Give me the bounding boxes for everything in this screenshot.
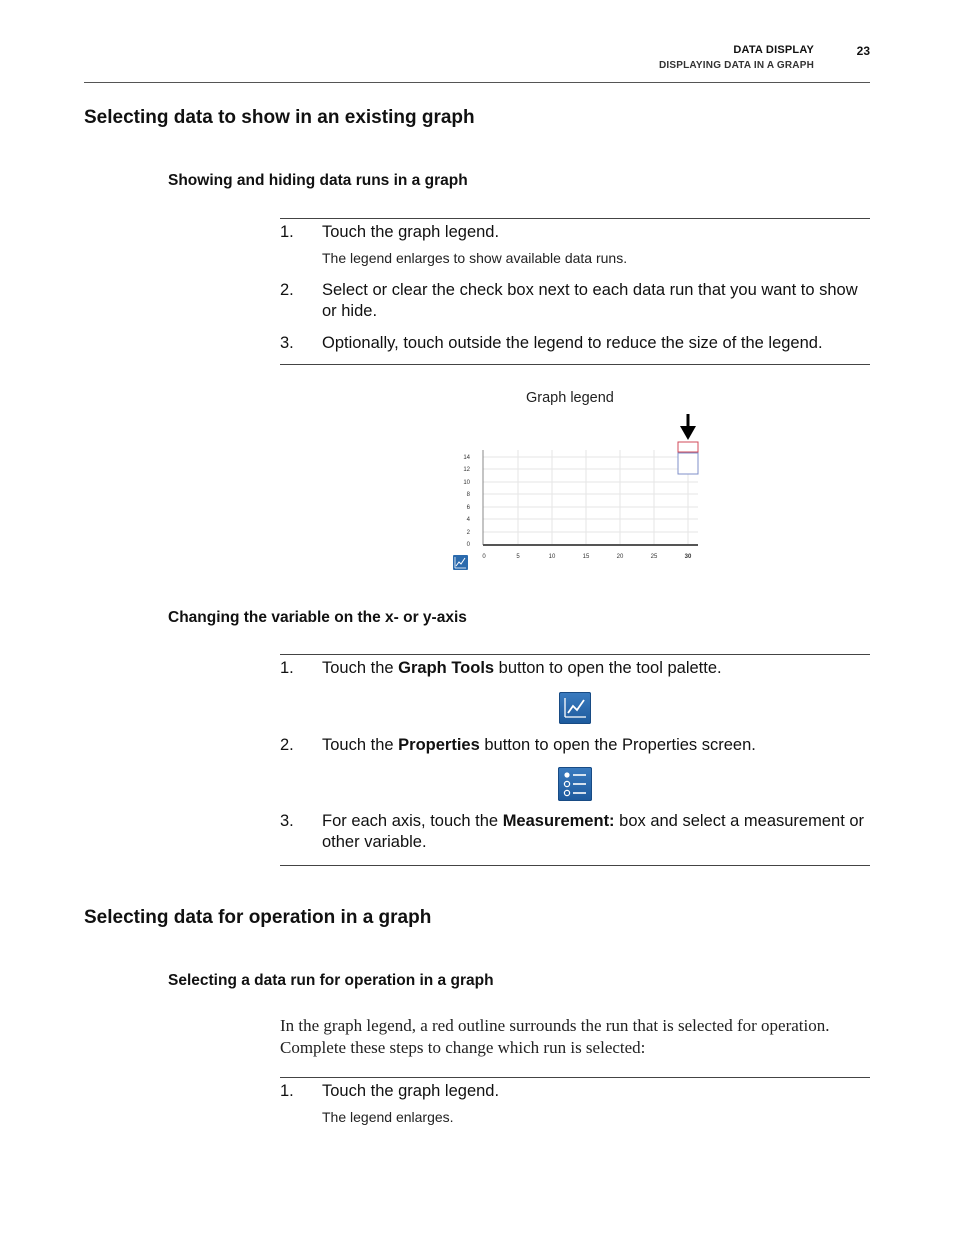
step-number: 3. [280,812,294,830]
step-text [322,811,870,853]
subheading-change-variable: Changing the variable on the x- or y-axis [168,609,467,626]
step-text: Select or clear the check box next to each data run that you want to show or hide. [322,281,858,320]
step-number: 1. [280,223,294,241]
step-text-pre: For each axis, touch the [322,812,503,830]
y-tick-label: 6 [466,505,470,511]
y-tick-label: 14 [463,455,470,461]
step-text-bold: Graph Tools [398,659,495,677]
x-tick-label: 10 [548,554,556,560]
step-3-touch-outside [280,333,870,354]
step-text [322,735,870,756]
step-text-post: box and select a measurement or other variable. [322,812,865,851]
header-rule [84,82,870,83]
step-number: 2. [280,736,294,754]
steps-top-rule [280,1077,870,1078]
step-number: 2. [280,281,294,299]
step-2-select-checkbox [280,280,870,322]
x-tick-label: 25 [650,554,658,560]
step-number: 1. [280,659,294,677]
y-tick-label: 8 [466,492,470,498]
step-text-bold: Properties [398,736,480,754]
running-header-section: DATA DISPLAY [733,44,814,56]
steps-top-rule [280,654,870,655]
graph-grid [483,450,698,545]
step-number: 3. [280,334,294,352]
x-tick-label: 5 [516,554,520,560]
step-2-properties [280,735,870,756]
section-heading-operation: Selecting data for operation in a graph [84,907,432,928]
y-tick-label: 10 [463,480,470,486]
figure-caption: Graph legend [526,390,614,406]
step-text: Optionally, touch outside the legend to reduce the size of the legend. [322,334,823,352]
graph-figure [448,410,704,576]
subheading-show-hide-runs: Showing and hiding data runs in a graph [168,172,468,189]
y-tick-label: 12 [463,467,470,473]
running-header-subsection: DISPLAYING DATA IN A GRAPH [658,60,814,71]
step-text-bold: Measurement: [502,812,615,830]
step-text: Touch the graph legend. [322,1082,500,1100]
steps-bottom-rule [280,364,870,365]
step-text-pre: Touch the [322,736,399,754]
step-text-pre: Touch the [322,659,399,677]
step-1-touch-legend [280,222,870,243]
step-number: 1. [280,1082,294,1100]
step-3-measurement [280,811,870,853]
step-1-touch-legend-operation [280,1081,870,1102]
properties-icon [558,767,592,801]
subheading-select-run: Selecting a data run for operation in a graph [168,972,494,989]
step-1-note: The legend enlarges. [322,1109,454,1125]
x-tick-label: 30 [684,554,692,560]
legend-selected-outline[interactable] [678,442,698,452]
x-tick-label: 15 [582,554,590,560]
graph-tools-icon [453,555,468,570]
down-arrow-icon [680,414,696,440]
y-tick-label: 0 [466,542,470,548]
step-1-graph-tools [280,658,870,679]
x-tick-label: 20 [616,554,624,560]
intro-paragraph: In the graph legend, a red outline surrounds the run that is selected for operation. Complete these steps to change which run is selected: [280,1016,830,1057]
step-text-post: button to open the tool palette. [494,659,722,677]
step-text-post: button to open the Properties screen. [479,736,756,754]
step-text: Touch the graph legend. [322,223,500,241]
step-text [322,658,870,679]
steps-bottom-rule [280,865,870,866]
y-tick-label: 2 [466,530,470,536]
y-tick-label: 4 [466,517,470,523]
page-number: 23 [856,44,870,58]
legend-box[interactable] [678,453,698,474]
steps-top-rule [280,218,870,219]
graph-tools-icon [559,692,591,724]
step-1-note: The legend enlarges to show available data runs. [322,250,628,266]
x-tick-label: 0 [482,554,486,560]
section-heading-show-data: Selecting data to show in an existing graph [84,107,475,128]
